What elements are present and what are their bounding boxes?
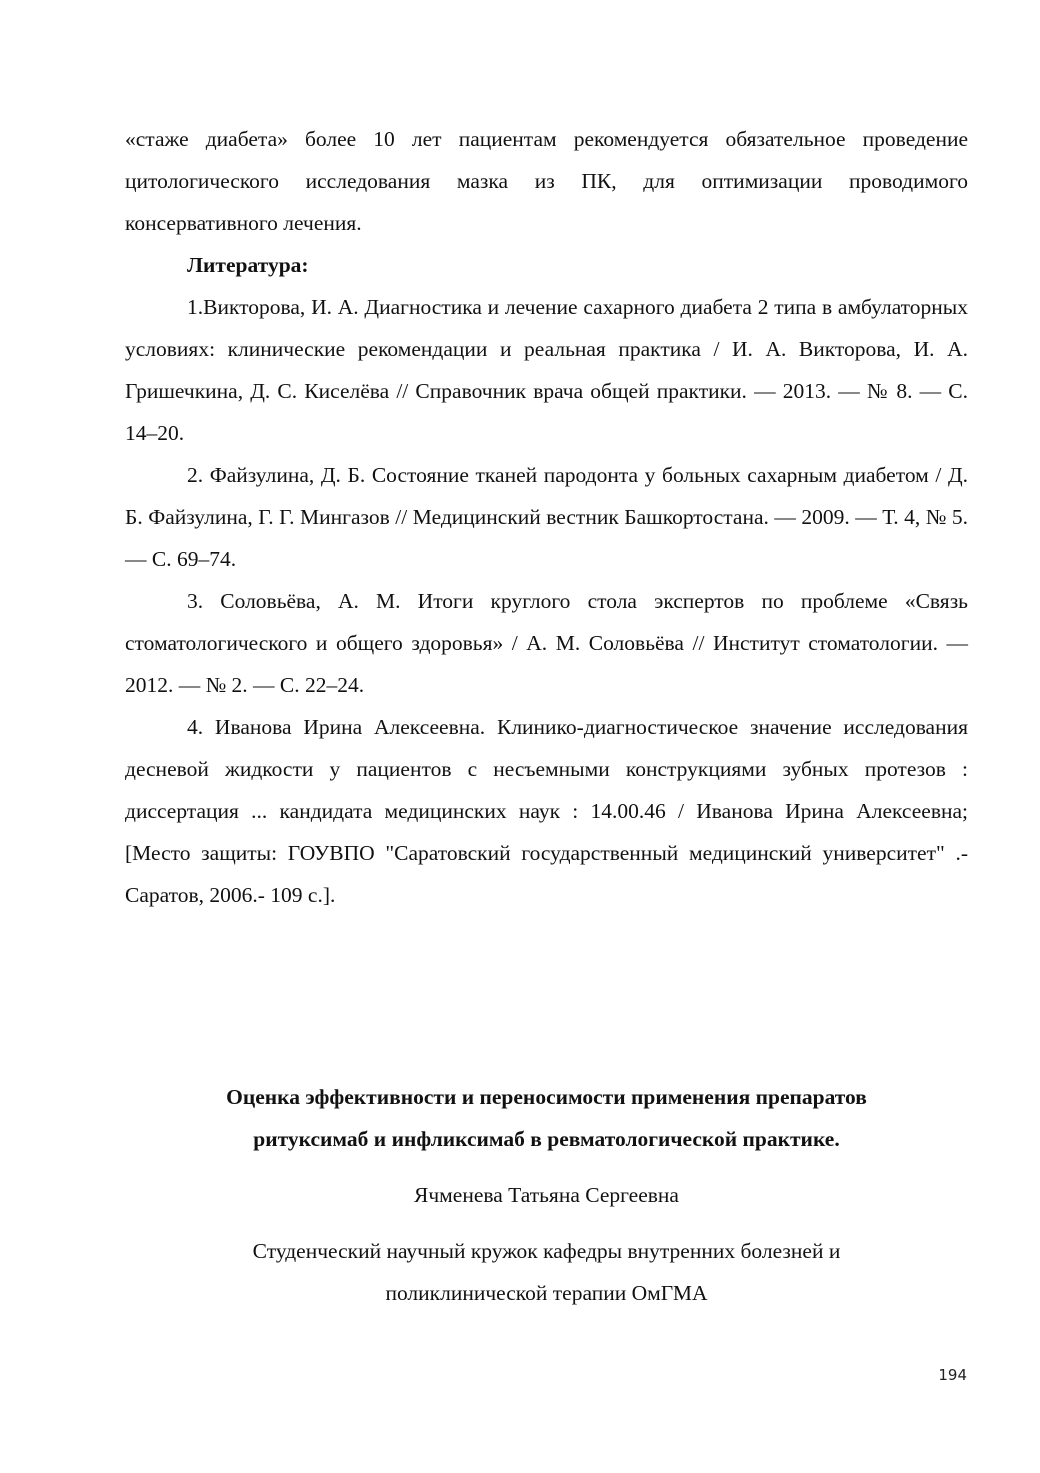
literature-heading: Литература: bbox=[187, 253, 309, 277]
page-number: 194 bbox=[938, 1366, 967, 1384]
intro-paragraph: «стаже диабета» более 10 лет пациентам рекомендуется обязательное проведение цитологического исследования мазка из ПК, для оптимизации проводимого консервативного лечения. bbox=[125, 127, 968, 235]
reference-item-2: 2. Файзулина, Д. Б. Состояние тканей пародонта у больных сахарным диабетом / Д. Б. Файзулина, Г. Г. Мингазов // Медицинский вестник Башкортостана. — 2009. — Т. 4, № 5. — С. 69–74. bbox=[125, 463, 968, 571]
article-affiliation-line-2: поликлинической терапии ОмГМА bbox=[385, 1281, 708, 1305]
reference-item-3: 3. Соловьёва, А. М. Итоги круглого стола экспертов по проблеме «Связь стоматологического и общего здоровья» / А. М. Соловьёва // Институт стоматологии. — 2012. — № 2. — С. 22–24. bbox=[125, 589, 968, 697]
article-author: Ячменева Татьяна Сергеевна bbox=[414, 1183, 679, 1207]
reference-item-4: 4. Иванова Ирина Алексеевна. Клинико-диагностическое значение исследования десневой жидкости у пациентов с несъемными конструкциями зубных протезов : диссертация ... кандидата медицинских наук : 14.00.46 / Иванова Ирина Алексеевна; [Место защиты: ГОУВПО "Саратовский государственный медицинский университет" .- Саратов, 2006.- 109 с.]. bbox=[125, 715, 968, 907]
main-text-block bbox=[125, 118, 968, 916]
article-affiliation bbox=[125, 1230, 968, 1314]
reference-item-1: 1.Викторова, И. А. Диагностика и лечение сахарного диабета 2 типа в амбулаторных условиях: клинические рекомендации и реальная практика / И. А. Викторова, И. А. Гришечкина, Д. С. Киселёва // Справочник врача общей практики. — 2013. — № 8. — С. 14–20. bbox=[125, 295, 968, 445]
article-header bbox=[125, 1076, 968, 1314]
article-title bbox=[125, 1076, 968, 1160]
article-title-line-1: Оценка эффективности и переносимости применения препаратов bbox=[226, 1085, 867, 1109]
reference-list bbox=[125, 286, 968, 916]
article-affiliation-line-1: Студенческий научный кружок кафедры внутренних болезней и bbox=[252, 1239, 841, 1263]
article-title-line-2: ритуксимаб и инфликсимаб в ревматологической практике. bbox=[253, 1127, 840, 1151]
